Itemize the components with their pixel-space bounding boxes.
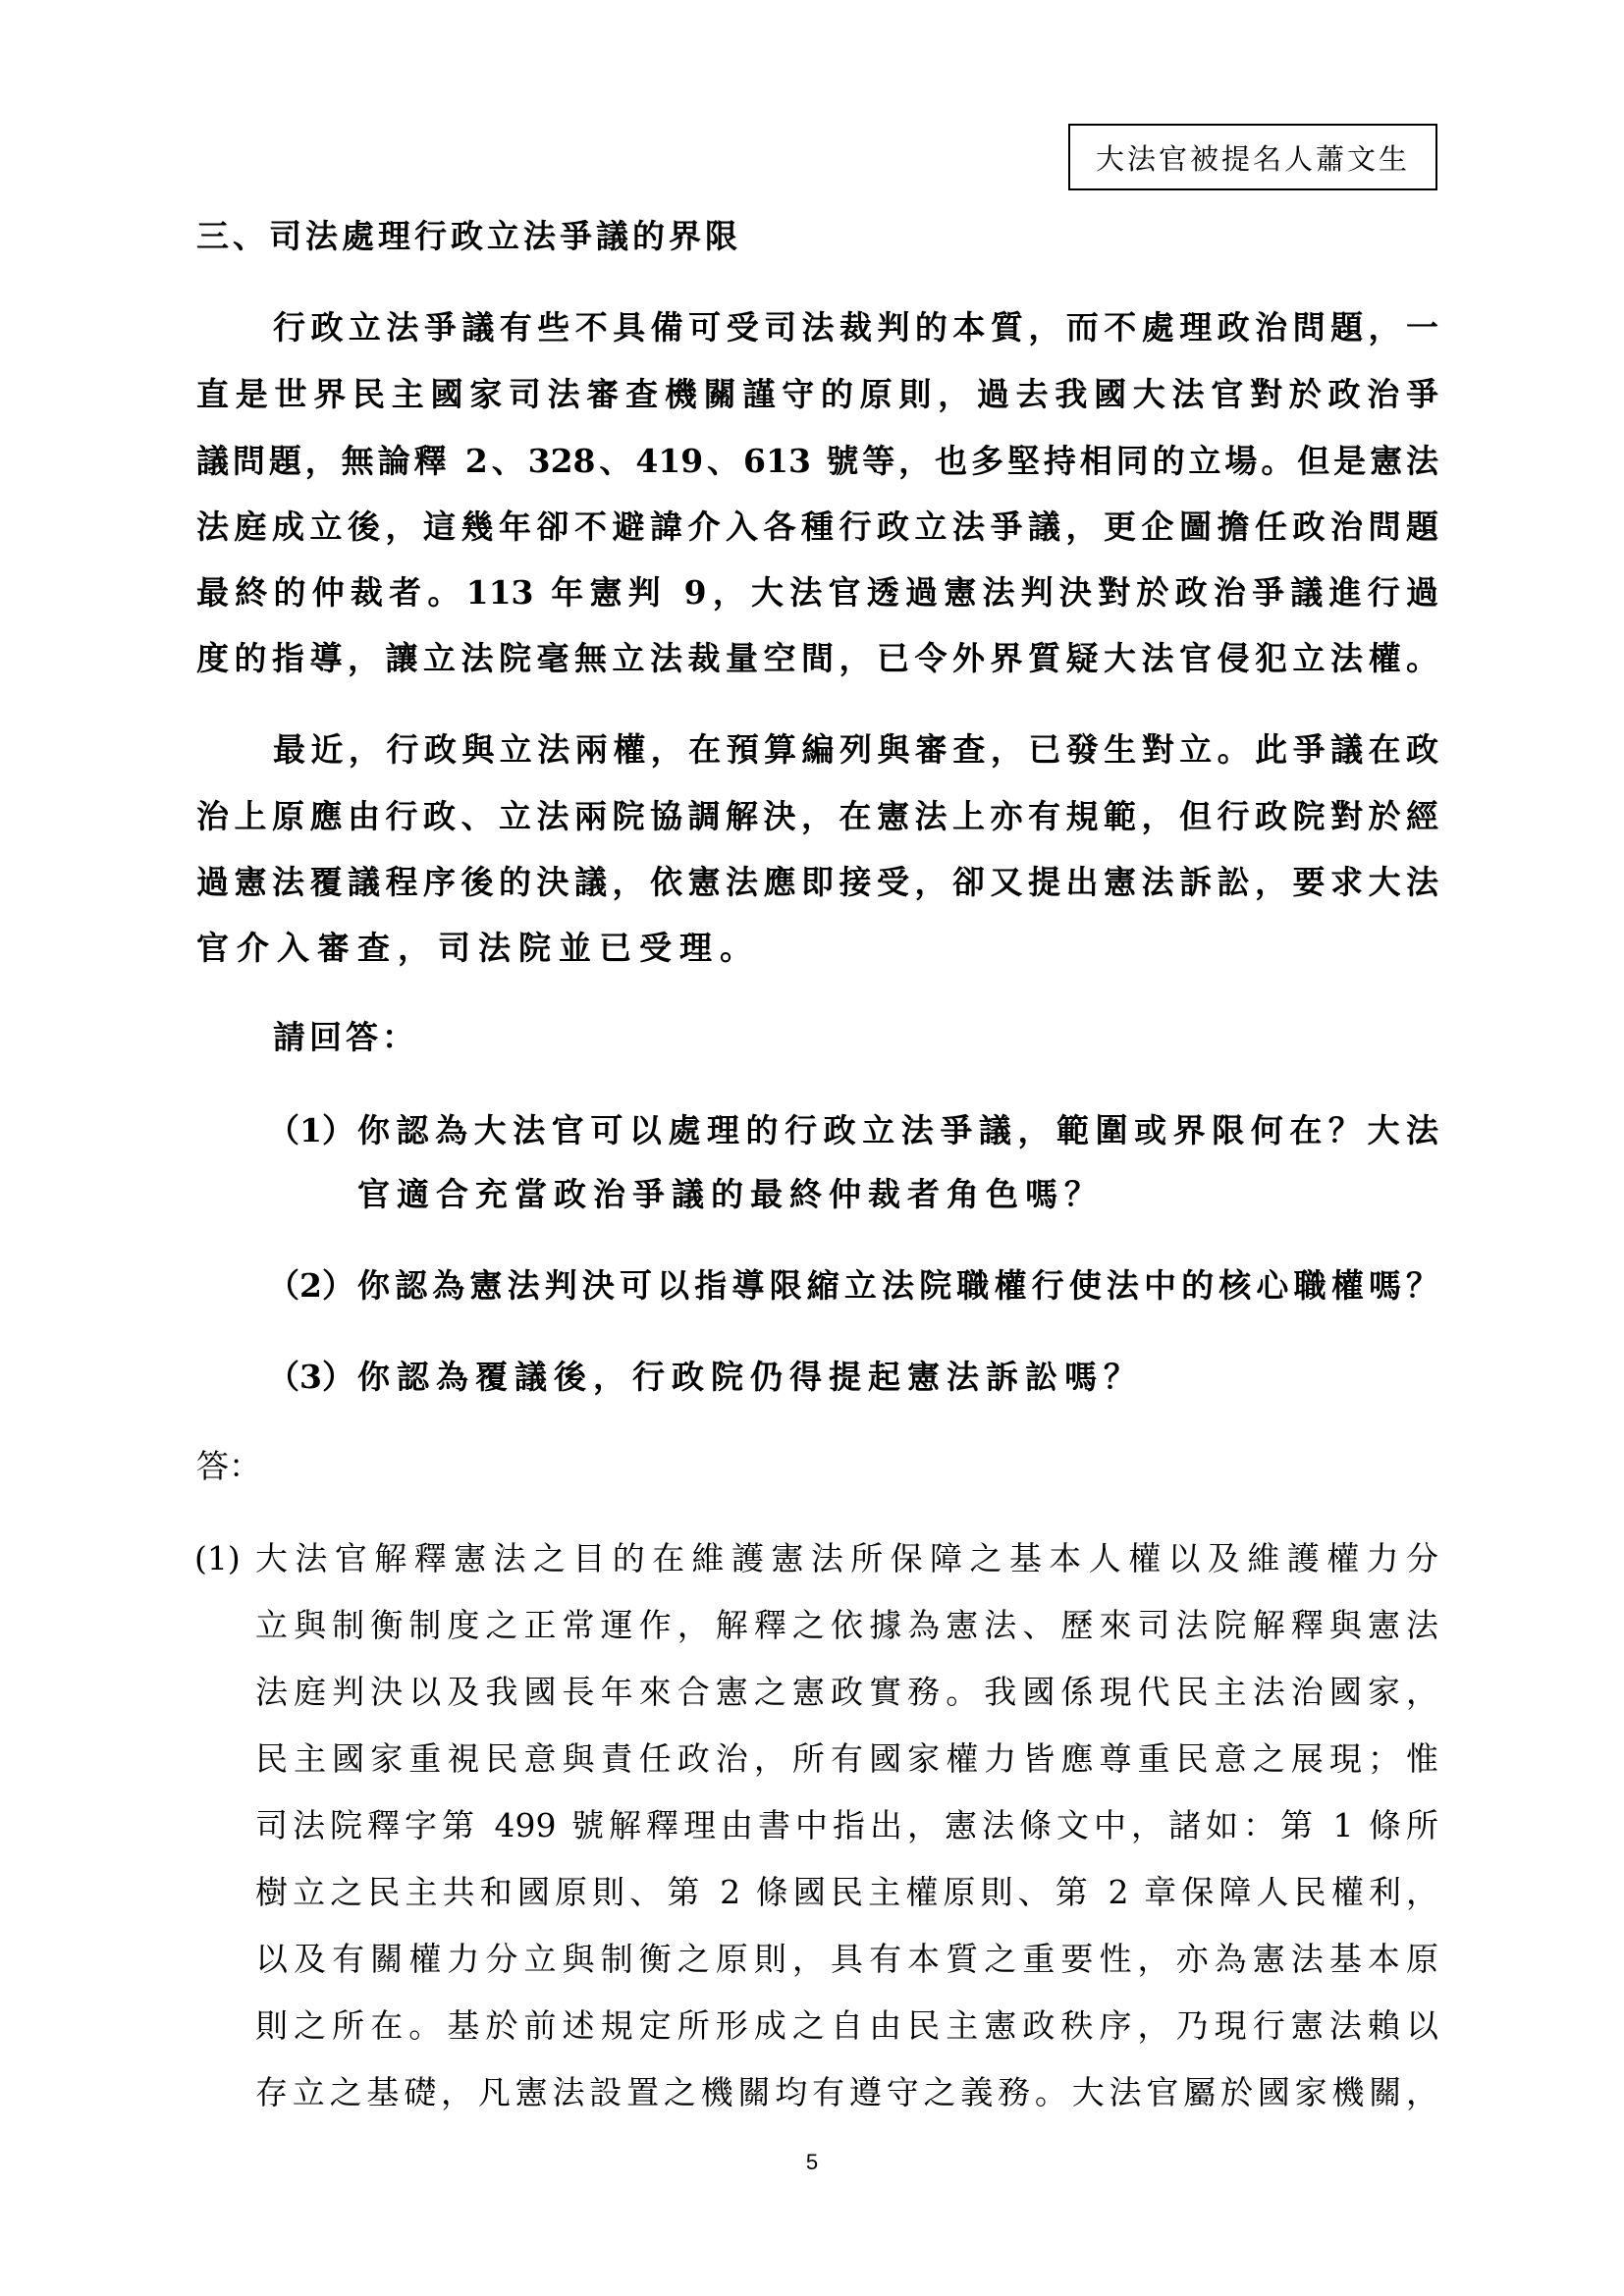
question-number: （2）: [267, 1266, 354, 1305]
section-heading: 三、司法處理行政立法爭議的界限: [196, 217, 741, 255]
text-line: 司法院釋字第 499 號解釋理由書中指出，憲法條文中，諸如：第 1 條所: [255, 1806, 1438, 1844]
question-text: 你認為憲法判決可以指導限縮立法院職權行使法中的核心職權嗎？: [357, 1266, 1438, 1305]
prompt-label: 請回答：: [273, 1018, 418, 1056]
question-text: 你認為大法官可以處理的行政立法爭議，範圍或界限何在？大法: [357, 1111, 1438, 1149]
text-line: 官介入審查，司法院並已受理。: [196, 929, 760, 967]
text-line: 過憲法覆議程序後的決議，依憲法應即接受，卻又提出憲法訴訟，要求大法: [196, 863, 1438, 901]
text-line: 度的指導，讓立法院毫無立法裁量空間，已令外界質疑大法官侵犯立法權。: [196, 639, 1438, 677]
question-text: 你認為覆議後，行政院仍得提起憲法訴訟嗎？: [357, 1358, 1143, 1396]
text-line: 治上原應由行政、立法兩院協調解決，在憲法上亦有規範，但行政院對於經: [196, 797, 1438, 835]
text-line: 則之所在。基於前述規定所形成之自由民主憲政秩序，乃現行憲法賴以: [255, 2006, 1438, 2045]
text-line: 議問題，無論釋 2、328、419、613 號等，也多堅持相同的立場。但是憲法: [196, 442, 1438, 480]
page-number: 5: [805, 2150, 819, 2174]
text-line: 大法官解釋憲法之目的在維護憲法所保障之基本人權以及維護權力分: [255, 1539, 1438, 1577]
text-line: 法庭判決以及我國長年來合憲之憲政實務。我國係現代民主法治國家，: [255, 1673, 1438, 1711]
text-line: 行政立法爭議有些不具備可受司法裁判的本質，而不處理政治問題，一: [273, 308, 1438, 347]
nominee-header-box: 大法官被提名人蕭文生: [1068, 124, 1437, 190]
text-line: 以及有關權力分立與制衡之原則，具有本質之重要性，亦為憲法基本原: [255, 1940, 1438, 1978]
text-line: 立與制衡制度之正常運作，解釋之依據為憲法、歷來司法院解釋與憲法: [255, 1606, 1438, 1644]
question-text: 官適合充當政治爭議的最終仲裁者角色嗎？: [357, 1175, 1104, 1213]
question-number: （3）: [267, 1358, 354, 1396]
text-line: 存立之基礎，凡憲法設置之機關均有遵守之義務。大法官屬於國家機關，: [255, 2073, 1438, 2111]
text-line: 最近，行政與立法兩權，在預算編列與審查，已發生對立。此爭議在政: [273, 730, 1438, 769]
question-number: （1）: [267, 1111, 354, 1149]
text-line: 直是世界民主國家司法審查機關謹守的原則，過去我國大法官對於政治爭: [196, 375, 1438, 413]
text-line: 法庭成立後，這幾年卻不避諱介入各種行政立法爭議，更企圖擔任政治問題: [196, 507, 1438, 546]
text-line: 民主國家重視民意與責任政治，所有國家權力皆應尊重民意之展現；惟: [255, 1739, 1438, 1778]
text-line: 樹立之民主共和國原則、第 2 條國民主權原則、第 2 章保障人民權利，: [255, 1873, 1438, 1911]
answer-number: (1): [194, 1539, 241, 1577]
text-line: 最終的仲裁者。113 年憲判 9，大法官透過憲法判決對於政治爭議進行過: [196, 573, 1438, 612]
answer-label: 答：: [196, 1447, 261, 1485]
